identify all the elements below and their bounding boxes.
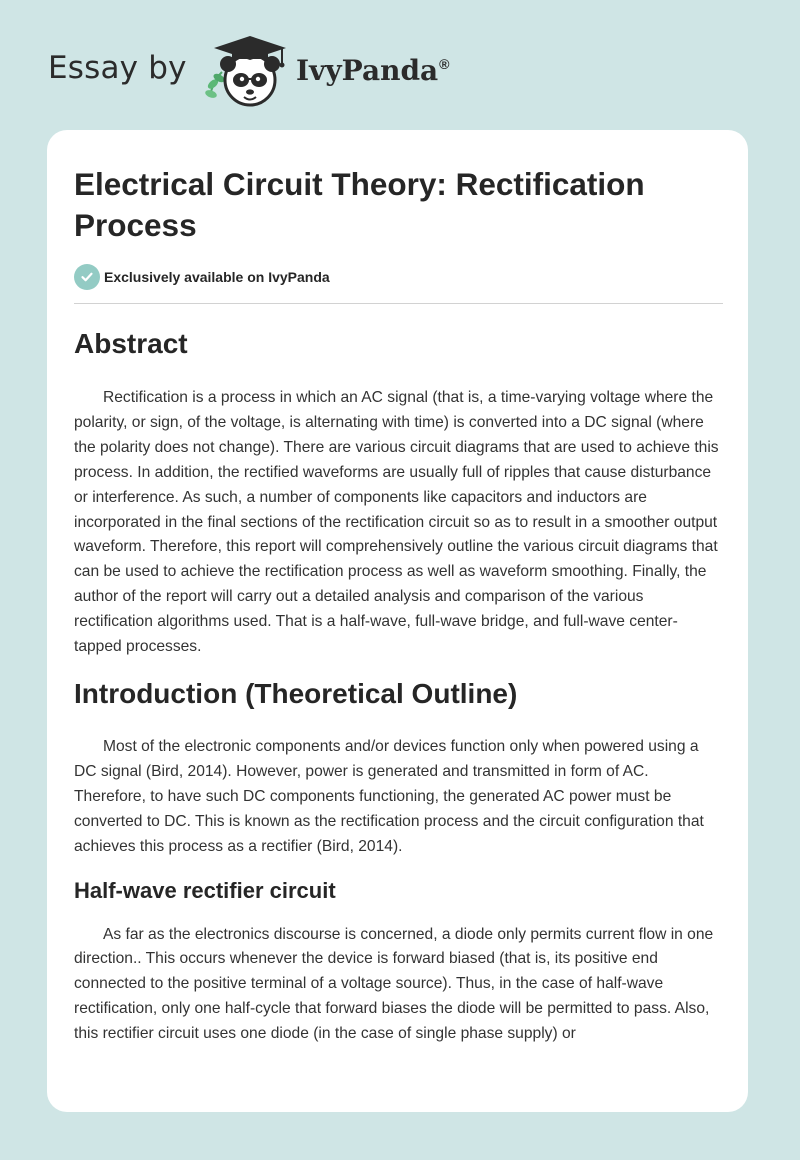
panda-logo-icon[interactable] <box>202 34 294 110</box>
article-title: Electrical Circuit Theory: Rectification Process <box>74 166 645 243</box>
section-heading-half-wave: Half-wave rectifier circuit <box>74 877 336 903</box>
site-header <box>48 30 468 110</box>
leaf-icon <box>204 72 226 99</box>
title-divider <box>74 303 723 304</box>
section-heading-abstract: Abstract <box>74 328 188 359</box>
brand-label: IvyPanda <box>296 54 439 87</box>
exclusive-badge <box>74 264 330 290</box>
section-paragraph-introduction: Most of the electronic components and/or devices function only when powered using a DC signal (Bird, 2014). However, power is generated and transmitted in form of AC. Therefore, to have such DC components functioning, the generated AC power must be converted to DC. This is known as the rectification process and the circuit configuration that achieves this process as a rectifier (Bird, 2014). <box>74 737 704 855</box>
article-card <box>47 130 748 1112</box>
section-paragraph-abstract: Rectification is a process in which an AC signal (that is, a time-varying voltage where the polarity, or sign, of the voltage, is alternating with time) is converted into a DC signal (where the polarity does not change). There are various circuit diagrams that are used to achieve this process. In addition, the rectified waveforms are usually full of ripples that cause disturbance or interference. As such, a number of components like capacitors and inductors are incorporated in the final sections of the rectification circuit so as to result in a smoother output waveform. Therefore, this report will comprehensively outline the various circuit diagrams that can be used to achieve the rectification process as well as waveform smoothing. Finally, the author of the report will carry out a detailed analysis and comparison of the various rectification algorithms used. That is a half-wave, full-wave bridge, and full-wave center-tapped processes. <box>74 389 719 656</box>
article-content <box>74 323 723 1047</box>
registered-mark: ® <box>439 56 450 72</box>
brand-name[interactable] <box>296 54 450 87</box>
essay-by-label: Essay by <box>48 50 187 86</box>
exclusive-badge-label: Exclusively available on IvyPanda <box>104 269 330 285</box>
section-heading-introduction: Introduction (Theoretical Outline) <box>74 677 518 709</box>
section-paragraph-half-wave: As far as the electronics discourse is concerned, a diode only permits current flow in one direction.. This occurs whenever the device is forward biased (that is, its positive end connected to the positive terminal of a voltage source). Thus, in the case of half-wave rectification, only one half-cycle that forward biases the diode will be permitted to pass. Also, this rectifier circuit uses one diode (in the case of single phase supply) or <box>74 925 714 1043</box>
check-circle-icon <box>74 264 100 290</box>
